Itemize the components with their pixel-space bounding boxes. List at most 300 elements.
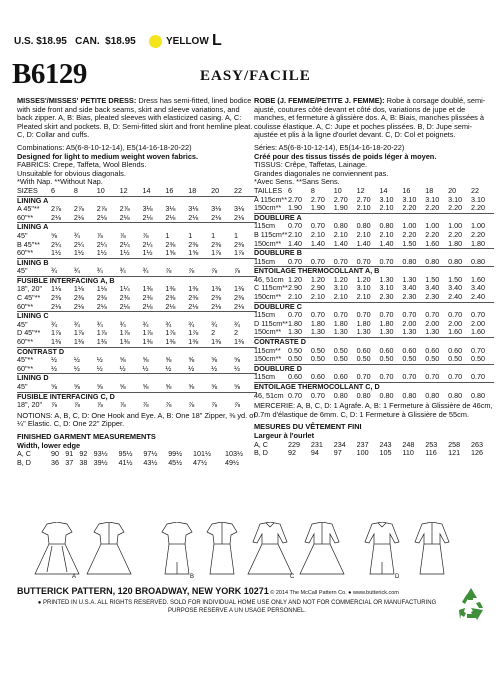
table-cell: 2.20: [425, 203, 440, 213]
size-header-cell: 6: [288, 185, 292, 195]
table-cell: 0.60: [402, 345, 417, 355]
table-cell: 45½: [168, 457, 183, 467]
table-cell: 2.10: [310, 292, 325, 302]
table-cell: 1.30: [402, 327, 417, 337]
table-cell: 0.80: [379, 390, 394, 400]
table-cell: 1: [211, 230, 216, 240]
table-row: [17, 267, 257, 276]
table-cell: 2⅜: [165, 293, 176, 303]
table-cell: 1.90: [310, 203, 325, 213]
table-cell: 258: [448, 439, 461, 449]
table-cell: 1.20: [333, 274, 348, 284]
table-cell: 229: [288, 439, 300, 449]
table-cell: 1.30: [402, 274, 417, 284]
table-cell: 1.40: [288, 238, 302, 248]
table-cell: 2⅛: [165, 212, 176, 222]
french-finished-table: [254, 441, 494, 458]
table-cell: 1.30: [356, 327, 371, 337]
french-column: [254, 97, 494, 458]
table-cell: 0.50: [288, 354, 302, 364]
table-cell: 37: [65, 457, 74, 467]
row-label: 60"**: [17, 212, 34, 222]
figure-label-c: C: [290, 574, 295, 580]
table-row: [17, 383, 257, 392]
row-label: 45": [17, 382, 28, 391]
table-cell: 1⅜: [73, 337, 84, 347]
table-cell: 0.80: [379, 221, 394, 231]
table-cell: ½: [96, 355, 103, 365]
table-cell: 2⅛: [96, 301, 107, 311]
table-cell: 1.30: [379, 274, 394, 284]
english-title: MISSES'/MISSES' PETITE DRESS:: [17, 96, 137, 105]
table-cell: 1⅞: [119, 328, 130, 338]
row-label: D 115cm**: [254, 318, 288, 328]
table-cell: 1⅜: [234, 284, 244, 294]
row-label: 60"**: [17, 248, 34, 258]
sens-note: *Avec Sens. **Sans Sens.: [254, 177, 340, 187]
table-cell: ⅞: [234, 400, 240, 410]
row-label: 150cm**: [254, 238, 282, 248]
finished-measurements-title: FINISHED GARMENT MEASUREMENTS: [17, 431, 156, 441]
table-cell: ⅝: [188, 382, 195, 391]
table-cell: 91: [65, 449, 74, 459]
row-label: A 115cm**: [254, 194, 288, 204]
color-name: YELLOW: [166, 36, 209, 47]
table-cell: 2⅜: [51, 293, 61, 303]
table-cell: 2⅜: [188, 293, 199, 303]
dress-a-back-drawing: [87, 522, 131, 574]
dress-d-front-drawing: [365, 522, 399, 574]
table-cell: ⅞: [188, 266, 195, 276]
table-cell: 2⅛: [142, 212, 153, 222]
table-cell: 121: [448, 448, 461, 458]
table-cell: 2: [211, 328, 216, 338]
table-cell: 2⅛: [51, 301, 61, 311]
table-cell: 1.20: [310, 274, 325, 284]
table-cell: ⅝: [211, 382, 218, 391]
row-label: B 45"**: [17, 239, 40, 249]
table-cell: 2¼: [142, 239, 153, 249]
table-cell: 3⅛: [165, 204, 176, 214]
table-cell: 1.50: [402, 238, 417, 248]
table-cell: 2⅜: [119, 293, 130, 303]
table-cell: 94: [310, 448, 319, 458]
table-cell: 2.40: [448, 292, 463, 302]
legal-notice-line-1: ● PRINTED IN U.S.A. ALL RIGHTS RESERVED. SOLD FOR INDIVIDUAL HOME USE ONLY AND NOT FOR COMMERCIAL OR MANUFACTURING: [37, 600, 437, 606]
table-cell: 1.40: [356, 238, 371, 248]
table-cell: 105: [379, 448, 392, 458]
table-cell: 2⅜: [211, 293, 222, 303]
table-cell: ¾: [165, 319, 172, 329]
table-cell: 1.80: [471, 238, 485, 248]
table-cell: 0.70: [356, 372, 371, 382]
table-cell: 2.70: [288, 194, 302, 204]
table-cell: ⅝: [73, 382, 80, 391]
table-cell: 1.80: [356, 318, 371, 328]
table-cell: 1⅜: [211, 337, 222, 347]
size-header-cell: 6: [51, 185, 55, 195]
pattern-number: B6129: [12, 58, 87, 90]
table-cell: ⅝: [51, 382, 57, 391]
table-cell: 0.70: [310, 256, 325, 266]
row-label: 150cm**: [254, 203, 282, 213]
section-title: LINING A: [17, 223, 257, 232]
table-cell: ½: [119, 363, 126, 373]
table-cell: 2⅜: [142, 293, 153, 303]
table-cell: 0.50: [333, 354, 348, 364]
largeur-label: Largeur à l'ourlet: [254, 430, 315, 440]
table-cell: 0.60: [379, 345, 394, 355]
table-cell: 0.50: [288, 345, 302, 355]
table-cell: 97½: [143, 449, 158, 459]
table-cell: 1.90: [333, 203, 348, 213]
table-cell: 1.80: [448, 238, 463, 248]
size-code: L: [212, 32, 222, 49]
table-cell: 3.10: [425, 194, 440, 204]
size-header-cell: 8: [310, 185, 315, 195]
section-title: FUSIBLE INTERFACING C, D: [17, 392, 257, 401]
grandes-diagonales: Grandes diagonales ne conviennent pas.: [254, 168, 389, 178]
table-cell: 2⅛: [51, 212, 61, 222]
table-cell: 2.20: [425, 229, 440, 239]
table-cell: 47½: [193, 457, 208, 467]
table-cell: 1.80: [310, 318, 325, 328]
table-cell: 1⅝: [188, 248, 199, 258]
table-cell: 36: [51, 457, 59, 467]
table-cell: 1.00: [425, 221, 440, 231]
table-cell: 0.80: [402, 256, 417, 266]
nap-note: *With Nap. **Without Nap.: [17, 177, 103, 187]
table-row: [17, 303, 257, 312]
table-cell: 1⅜: [211, 284, 222, 294]
table-cell: 0.70: [310, 221, 325, 231]
finished-row: [17, 459, 257, 468]
table-cell: 1.80: [379, 318, 394, 328]
table-cell: 1: [234, 230, 238, 240]
table-cell: 3⅛: [188, 204, 199, 214]
table-cell: ⅝: [234, 355, 240, 365]
table-cell: 92: [79, 449, 88, 459]
table-cell: 0.70: [288, 221, 302, 231]
table-cell: ½: [73, 363, 80, 373]
table-cell: 1½: [96, 248, 107, 258]
table-cell: 1: [165, 230, 170, 240]
table-cell: 2⅜: [211, 239, 222, 249]
table-cell: 1.30: [333, 327, 348, 337]
designed-for: Designed for light to medium weight woven fabrics.: [17, 151, 199, 161]
size-header-label: SIZES: [17, 185, 38, 195]
table-cell: 0.70: [356, 310, 371, 320]
table-cell: 2.10: [379, 203, 394, 213]
table-cell: 2¼: [96, 239, 107, 249]
table-cell: 2⅛: [73, 301, 84, 311]
table-cell: 2⅜: [234, 239, 244, 249]
table-cell: 0.70: [448, 310, 463, 320]
table-cell: 43½: [143, 457, 158, 467]
french-mercerie: MERCERIE: A, B, C, D: 1 Agrafe. A, B: 1 Fermeture à Glissière de 46cm, 0.7m d'élastique de 6mm. C, D: 1 Fermeture à Glissière de 55cm.: [254, 401, 493, 419]
table-cell: 1½: [51, 248, 61, 258]
french-title: ROBE (J. FEMME/PETITE J. FEMME):: [254, 96, 385, 105]
table-cell: 1.30: [425, 327, 440, 337]
size-header-cell: 22: [234, 185, 242, 195]
table-cell: 1.60: [471, 327, 485, 337]
table-cell: 116: [425, 448, 437, 458]
table-cell: ⅝: [119, 355, 126, 365]
table-cell: ½: [51, 363, 57, 373]
table-cell: 0.80: [425, 390, 440, 400]
table-cell: ¾: [234, 319, 240, 329]
table-cell: 3.10: [379, 194, 394, 204]
section-title: DOUBLURE B: [254, 249, 494, 258]
table-cell: 3.40: [448, 283, 463, 293]
row-label: 46, 51cm: [254, 390, 284, 400]
legal-notice-line-2: PURPOSE RESERVE A UN USAGE PERSONNEL.: [168, 608, 306, 614]
finished-row: [254, 449, 494, 458]
table-cell: ⅝: [119, 382, 126, 391]
table-cell: 0.80: [425, 256, 440, 266]
table-cell: 1: [188, 230, 193, 240]
table-cell: 1⅜: [119, 337, 130, 347]
table-cell: 2⅞: [51, 204, 61, 214]
table-cell: 95½: [118, 449, 133, 459]
table-cell: 0.70: [379, 256, 394, 266]
table-cell: 0.60: [356, 345, 371, 355]
table-cell: 1⅜: [165, 337, 176, 347]
table-cell: 0.60: [448, 345, 463, 355]
table-cell: 0.50: [310, 354, 325, 364]
table-cell: 1⅜: [51, 337, 61, 347]
table-cell: ⅞: [211, 266, 218, 276]
table-cell: 0.70: [310, 310, 325, 320]
table-cell: 1⅜: [96, 337, 107, 347]
table-cell: ½: [234, 363, 240, 373]
size-header-cell: 18: [425, 185, 434, 195]
cree-pour: Créé pour des tissus tissés de poids léger à moyen.: [254, 151, 437, 161]
table-cell: 0.50: [448, 354, 463, 364]
table-cell: 2.10: [356, 292, 371, 302]
table-cell: 2.00: [471, 318, 485, 328]
table-cell: ¾: [73, 230, 80, 240]
table-cell: 1¼: [119, 284, 130, 294]
table-cell: 2⅛: [188, 301, 199, 311]
table-cell: ½: [73, 355, 80, 365]
table-cell: ⅞: [142, 230, 149, 240]
table-cell: 1.60: [425, 238, 440, 248]
table-cell: 2.20: [471, 229, 485, 239]
row-label: 150cm**: [254, 327, 282, 337]
table-cell: ¾: [73, 319, 80, 329]
table-cell: 1.90: [288, 203, 302, 213]
table-cell: ⅞: [234, 266, 240, 276]
size-header-cell: 12: [119, 185, 128, 195]
width-lower-edge-label: Width, lower edge: [17, 440, 81, 450]
combinations: Combinations: A5(6-8-10-12-14), E5(14-16-18-20-22): [17, 142, 192, 152]
table-cell: ¾: [73, 266, 80, 276]
section-title: ENTOILAGE THERMOCOLLANT C, D: [254, 383, 494, 392]
table-cell: 0.50: [425, 354, 440, 364]
table-cell: 3.10: [333, 283, 348, 293]
table-cell: 2⅛: [211, 301, 222, 311]
table-row: [254, 204, 494, 213]
table-cell: 1.80: [288, 318, 302, 328]
dress-b-front-drawing: [162, 522, 192, 574]
table-cell: 0.80: [471, 390, 485, 400]
table-cell: 1⅜: [188, 284, 199, 294]
table-cell: ½: [96, 363, 103, 373]
table-cell: 1.20: [288, 274, 302, 284]
size-header-row: [17, 187, 257, 196]
table-cell: 2.10: [356, 203, 371, 213]
size-header-cell: 14: [379, 185, 388, 195]
table-cell: ⅝: [211, 355, 218, 365]
table-cell: 2⅛: [119, 301, 130, 311]
table-cell: 2.20: [402, 203, 417, 213]
size-header-cell: 20: [448, 185, 457, 195]
table-cell: ⅞: [188, 400, 195, 410]
table-cell: 263: [471, 439, 483, 449]
table-cell: 0.70: [425, 310, 440, 320]
table-cell: ¾: [51, 319, 57, 329]
table-cell: 1⅞: [142, 328, 153, 338]
table-cell: 234: [333, 439, 346, 449]
row-label: A 45"**: [17, 204, 40, 214]
table-cell: 2.20: [471, 203, 485, 213]
table-cell: 126: [471, 448, 483, 458]
table-cell: 0.80: [356, 390, 371, 400]
table-cell: 0.70: [471, 345, 485, 355]
table-cell: 1⅜: [142, 284, 153, 294]
table-cell: 2.70: [310, 194, 325, 204]
row-label: A, C: [17, 449, 31, 459]
size-header-cell: 20: [211, 185, 220, 195]
table-cell: 3.10: [471, 194, 485, 204]
table-cell: ¾: [211, 319, 218, 329]
table-cell: 0.80: [448, 256, 463, 266]
table-cell: 90: [51, 449, 59, 459]
table-cell: 0.70: [310, 390, 325, 400]
dress-d-back-drawing: [415, 522, 449, 574]
table-cell: ⅝: [165, 355, 172, 365]
table-cell: 0.50: [471, 354, 485, 364]
table-cell: 1.20: [356, 274, 371, 284]
section-title: CONTRASTE D: [254, 338, 494, 347]
table-cell: 2¼: [73, 239, 84, 249]
table-cell: 2.30: [379, 292, 394, 302]
row-label: C 115cm**: [254, 283, 288, 293]
table-cell: 3⅛: [234, 204, 244, 214]
table-cell: 0.70: [333, 310, 348, 320]
table-cell: 2.00: [425, 318, 440, 328]
table-cell: 0.70: [379, 372, 394, 382]
table-cell: 0.60: [310, 372, 325, 382]
table-cell: 2⅜: [234, 293, 244, 303]
table-cell: 2⅜: [73, 293, 84, 303]
size-header-cell: 10: [333, 185, 342, 195]
table-cell: 2¼: [119, 239, 130, 249]
table-cell: 2.20: [448, 229, 463, 239]
table-cell: 1⅞: [51, 328, 61, 338]
table-cell: ½: [188, 363, 195, 373]
section-title: DOUBLURE A: [254, 213, 494, 222]
size-header-cell: 16: [402, 185, 411, 195]
table-cell: 1.60: [471, 274, 485, 284]
table-cell: 2⅛: [142, 301, 153, 311]
table-cell: 2.00: [448, 318, 463, 328]
table-cell: ⅝: [165, 382, 172, 391]
table-cell: 0.70: [402, 310, 417, 320]
legal-notice: [17, 599, 457, 615]
table-cell: 0.50: [310, 345, 325, 355]
row-label: A, C: [254, 439, 268, 449]
table-cell: ¾: [51, 266, 57, 276]
table-cell: 1⅞: [211, 248, 222, 258]
table-row: [17, 249, 257, 258]
section-title: FUSIBLE INTERFACING A, B: [17, 276, 257, 285]
table-cell: 0.80: [402, 390, 417, 400]
table-cell: ½: [51, 355, 57, 365]
publisher-address: BUTTERICK PATTERN, 120 BROADWAY, NEW YORK 10271: [17, 586, 269, 596]
table-cell: 110: [402, 448, 414, 458]
table-cell: 1½: [73, 248, 84, 258]
table-cell: 39½: [93, 457, 108, 467]
table-cell: 0.80: [333, 221, 348, 231]
table-cell: 0.70: [471, 310, 485, 320]
table-cell: 2.70: [333, 194, 348, 204]
figure-label-d: D: [395, 574, 400, 580]
table-cell: 1⅜: [188, 337, 199, 347]
table-cell: 0.70: [448, 372, 463, 382]
dress-c-back-drawing: [300, 522, 344, 574]
table-cell: 0.80: [471, 256, 485, 266]
table-cell: 1.40: [333, 238, 348, 248]
table-cell: ⅝: [96, 382, 103, 391]
unsuitable: Unsuitable for obvious diagonals.: [17, 168, 126, 178]
section-title: LINING C: [17, 312, 257, 321]
table-cell: ¾: [142, 319, 149, 329]
table-row: [254, 293, 494, 302]
size-header-cell: 22: [471, 185, 479, 195]
table-cell: ⅝: [234, 382, 240, 391]
series: Séries: A5(6-8-10-12-14), E5(14-16-18-20-22): [254, 142, 405, 152]
table-cell: 97: [333, 448, 342, 458]
table-cell: 2¼: [51, 239, 61, 249]
table-cell: 3.40: [425, 283, 440, 293]
table-cell: 38: [79, 457, 88, 467]
table-cell: 1½: [142, 248, 153, 258]
table-cell: 2.20: [402, 229, 417, 239]
table-cell: 0.60: [288, 372, 302, 382]
table-row: [254, 392, 494, 401]
recycle-icon: [452, 584, 490, 622]
row-label: 115cm: [254, 221, 276, 231]
section-title: CONTRAST D: [17, 347, 257, 356]
row-label: 115cm: [254, 256, 276, 266]
table-cell: 1.30: [310, 327, 325, 337]
table-cell: 1.50: [448, 274, 463, 284]
table-cell: 2⅛: [165, 301, 176, 311]
table-cell: 1⅜: [142, 337, 153, 347]
table-cell: 2⅜: [96, 293, 107, 303]
table-cell: 0.70: [288, 390, 302, 400]
table-cell: 3.10: [402, 194, 417, 204]
table-cell: 2⅜: [165, 239, 176, 249]
table-cell: 2⅞: [73, 204, 84, 214]
section-title: DOUBLURE C: [254, 302, 494, 311]
size-header-cell: 10: [96, 185, 105, 195]
row-label: 115cm: [254, 310, 276, 320]
table-cell: 2⅜: [188, 239, 199, 249]
table-cell: 2⅛: [211, 212, 222, 222]
